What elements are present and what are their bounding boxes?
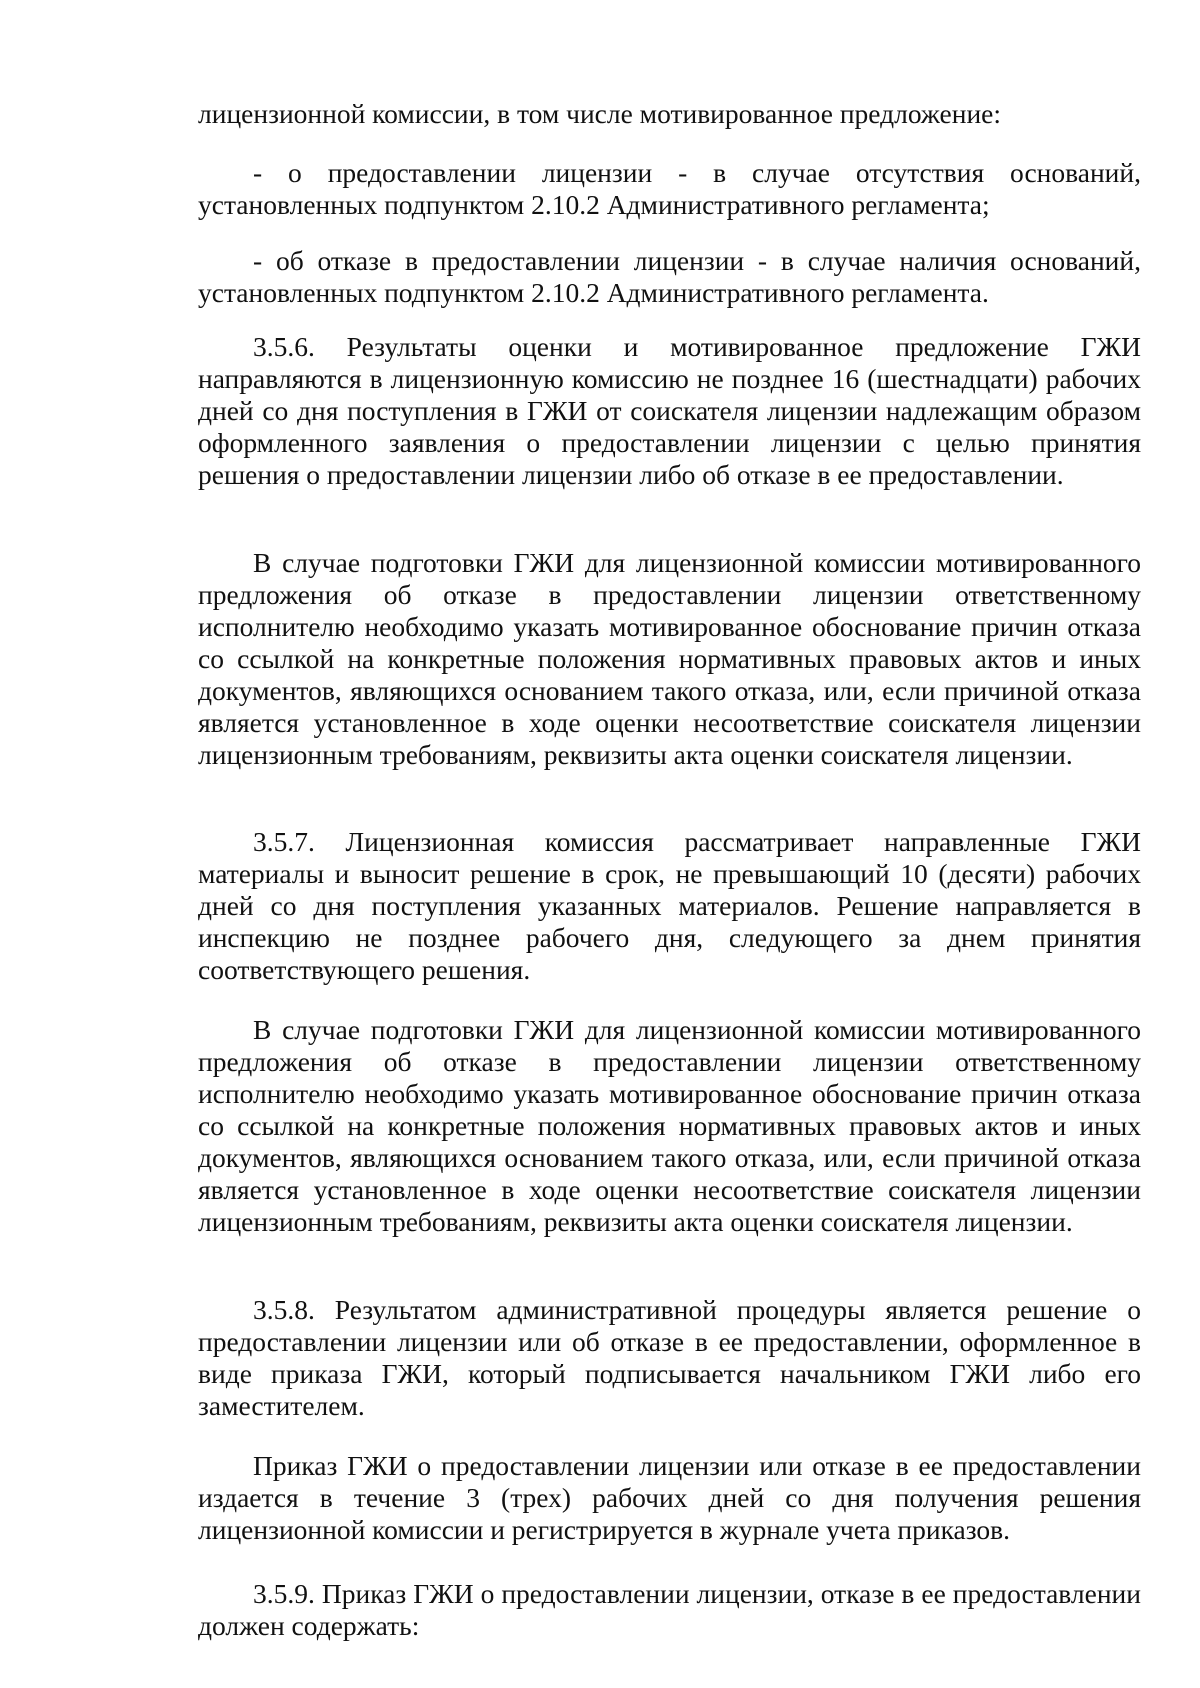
paragraph-3-5-6: 3.5.6. Результаты оценки и мотивированное предложение ГЖИ направляются в лицензионную комиссию не позднее 16 (шестнадцати) рабочих дней со дня поступления в ГЖИ от соискателя лицензии надлежащим образом оформленного заявления о предоставлении лицензии с целью принятия решения о предоставлении лицензии либо об отказе в ее предоставлении. <box>198 331 1141 490</box>
paragraph-continuation: лицензионной комиссии, в том числе мотивированное предложение: <box>198 98 1002 129</box>
paragraph-3-5-9: 3.5.9. Приказ ГЖИ о предоставлении лицензии, отказе в ее предоставлении должен содержать: <box>198 1578 1141 1641</box>
paragraph-refusal-justification-2: В случае подготовки ГЖИ для лицензионной комиссии мотивированного предложения об отказе в предоставлении лицензии ответственному исполнителю необходимо указать мотивированное обоснование причин отказа со ссылкой на конкретные положения нормативных правовых актов и иных документов, являющихся основанием такого отказа, или, если причиной отказа является установленное в ходе оценки несоответствие соискателя лицензии лицензионным требованиям, реквизиты акта оценки соискателя лицензии. <box>198 1014 1141 1237</box>
paragraph-order-issuance: Приказ ГЖИ о предоставлении лицензии или отказе в ее предоставлении издается в течение 3 (трех) рабочих дней со дня получения решения лицензионной комиссии и регистрируется в журнале учета приказов. <box>198 1450 1141 1545</box>
paragraph-3-5-8: 3.5.8. Результатом административной процедуры является решение о предоставлении лицензии или об отказе в ее предоставлении, оформленное в виде приказа ГЖИ, который подписывается начальником ГЖИ либо его заместителем. <box>198 1294 1141 1421</box>
paragraph-refusal-justification-1: В случае подготовки ГЖИ для лицензионной комиссии мотивированного предложения об отказе в предоставлении лицензии ответственному исполнителю необходимо указать мотивированное обоснование причин отказа со ссылкой на конкретные положения нормативных правовых актов и иных документов, являющихся основанием такого отказа, или, если причиной отказа является установленное в ходе оценки несоответствие соискателя лицензии лицензионным требованиям, реквизиты акта оценки соискателя лицензии. <box>198 547 1141 770</box>
paragraph-list-item-refusal: - об отказе в предоставлении лицензии - в случае наличия оснований, установленных подпунктом 2.10.2 Административного регламента. <box>198 245 1141 308</box>
paragraph-list-item-grant: - о предоставлении лицензии - в случае отсутствия оснований, установленных подпунктом 2.10.2 Административного регламента; <box>198 157 1141 220</box>
paragraph-3-5-7: 3.5.7. Лицензионная комиссия рассматривает направленные ГЖИ материалы и выносит решение в срок, не превышающий 10 (десяти) рабочих дней со дня поступления указанных материалов. Решение направляется в инспекцию не позднее рабочего дня, следующего за днем принятия соответствующего решения. <box>198 826 1141 985</box>
